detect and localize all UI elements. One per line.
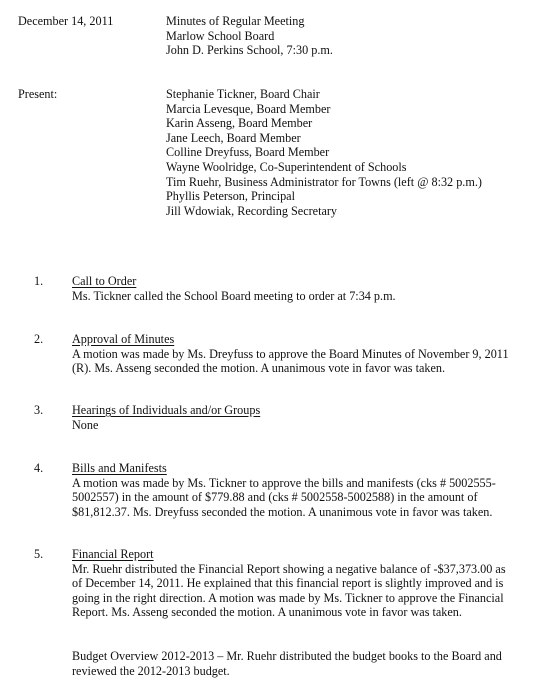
item-number: 2. (34, 332, 44, 346)
item-line: going in the right direction. A motion was made by Ms. Tickner to approve the Financial (72, 590, 504, 605)
item-line: Mr. Ruehr distributed the Financial Report showing a negative balance of -$37,373.00 as (72, 561, 506, 576)
item-line: Report. Ms. Asseng seconded the motion. A unanimous vote in favor was taken. (72, 605, 462, 620)
header-line: Minutes of Regular Meeting (166, 14, 305, 28)
present-label: Present: (18, 87, 58, 101)
header-line: Marlow School Board (166, 28, 275, 43)
header-line: John D. Perkins School, 7:30 p.m. (166, 43, 333, 58)
item-line: Ms. Tickner called the School Board meeting to order at 7:34 p.m. (72, 288, 396, 303)
item-line: $81,812.37. Ms. Dreyfuss seconded the motion. A unanimous vote in favor was taken. (72, 504, 493, 519)
attendee: Marcia Levesque, Board Member (166, 101, 331, 116)
attendee: Phyllis Peterson, Principal (166, 189, 295, 204)
attendee: Karin Asseng, Board Member (166, 116, 313, 131)
attendee-list (166, 87, 482, 218)
attendee: Jill Wdowiak, Recording Secretary (166, 203, 338, 218)
item-title: Hearings of Individuals and/or Groups (72, 403, 261, 417)
agenda-item-bills-and-manifests (72, 461, 527, 519)
item-title: Call to Order (72, 274, 137, 288)
agenda-item-approval-of-minutes (72, 332, 527, 376)
item-title: Approval of Minutes (72, 332, 175, 346)
item-title: Financial Report (72, 547, 154, 561)
attendee: Colline Dreyfuss, Board Member (166, 145, 330, 160)
attendee: Jane Leech, Board Member (166, 130, 301, 145)
item-title: Bills and Manifests (72, 461, 167, 475)
budget-line: Budget Overview 2012-2013 – Mr. Ruehr distributed the budget books to the Board and (72, 649, 502, 663)
item-line: 5002557) in the amount of $779.88 and (cks # 5002558-5002588) in the amount of (72, 490, 478, 505)
item-line: A motion was made by Ms. Tickner to approve the bills and manifests (cks # 5002555- (72, 475, 496, 490)
meeting-date: December 14, 2011 (18, 14, 114, 28)
item-number: 3. (34, 403, 44, 417)
item-number: 1. (34, 274, 44, 288)
meeting-header (166, 14, 333, 58)
agenda-item-hearings (72, 403, 527, 432)
agenda-item-financial-report (72, 547, 527, 620)
item-line: A motion was made by Ms. Dreyfuss to approve the Board Minutes of November 9, 2011 (72, 346, 509, 361)
budget-overview (72, 649, 527, 678)
agenda-item-call-to-order (72, 274, 527, 303)
attendee: Stephanie Tickner, Board Chair (166, 87, 320, 101)
item-line: None (72, 417, 99, 432)
item-number: 5. (34, 547, 44, 561)
budget-line: reviewed the 2012-2013 budget. (72, 663, 230, 678)
item-line: (R). Ms. Asseng seconded the motion. A unanimous vote in favor was taken. (72, 361, 446, 376)
attendee: Tim Ruehr, Business Administrator for Towns (left @ 8:32 p.m.) (166, 174, 482, 189)
item-line: of December 14, 2011. He explained that this financial report is slightly improved and is (72, 576, 504, 591)
attendee: Wayne Woolridge, Co-Superintendent of Schools (166, 159, 407, 174)
item-number: 4. (34, 461, 44, 475)
